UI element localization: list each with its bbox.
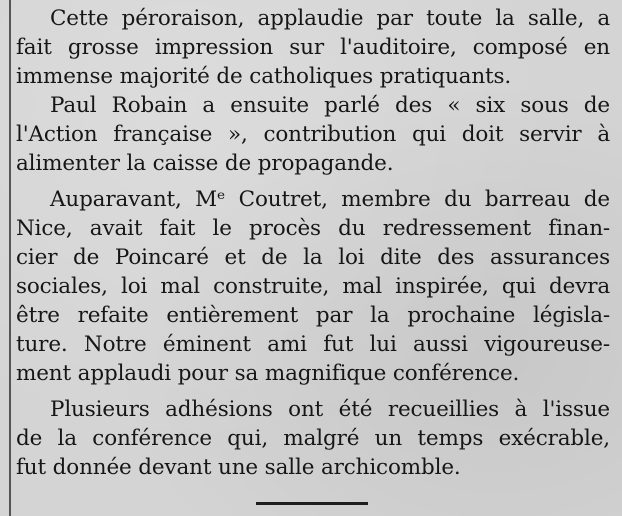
text-line: l'Action française », contribution qui doit servir à [16,122,610,147]
text-line: Nice, avait fait le procès du redressement finan- [16,216,610,241]
text-line: sociales, loi mal construite, mal inspirée, qui devra [16,274,610,299]
text-line: Auparavant, Mᵉ Coutret, membre du barreau de [50,187,610,212]
text-line: Cette péroraison, applaudie par toute la salle, a [50,6,610,31]
paragraph-2 [16,91,610,178]
text-line: être refaite entièrement par la prochaine législa- [16,303,610,328]
paragraph-1 [16,4,610,91]
paragraph-3 [16,185,610,388]
text-line: de la conférence qui, malgré un temps exécrable, [16,426,610,451]
text-line: cier de Poincaré et de la loi dite des assurances [16,245,610,270]
text-line: alimenter la caisse de propagande. [16,151,394,176]
text-line: ment applaudi pour sa magnifique conférence. [16,361,520,386]
text-line: ture. Notre éminent ami fut lui aussi vigoureuse- [16,332,610,357]
text-line: fut donnée devant une salle archicomble. [16,455,461,480]
paragraph-4 [16,395,610,482]
article-column [16,4,610,482]
text-line: Paul Robain a ensuite parlé des « six sous de [50,93,610,118]
paragraph-gap [16,388,610,395]
section-end-rule [256,502,368,505]
column-divider [9,0,11,516]
text-line: fait grosse impression sur l'auditoire, composé en [16,35,610,60]
paragraph-gap [16,178,610,185]
text-line: immense majorité de catholiques pratiquants. [16,64,512,89]
text-line: Plusieurs adhésions ont été recueillies à l'issue [50,397,610,422]
